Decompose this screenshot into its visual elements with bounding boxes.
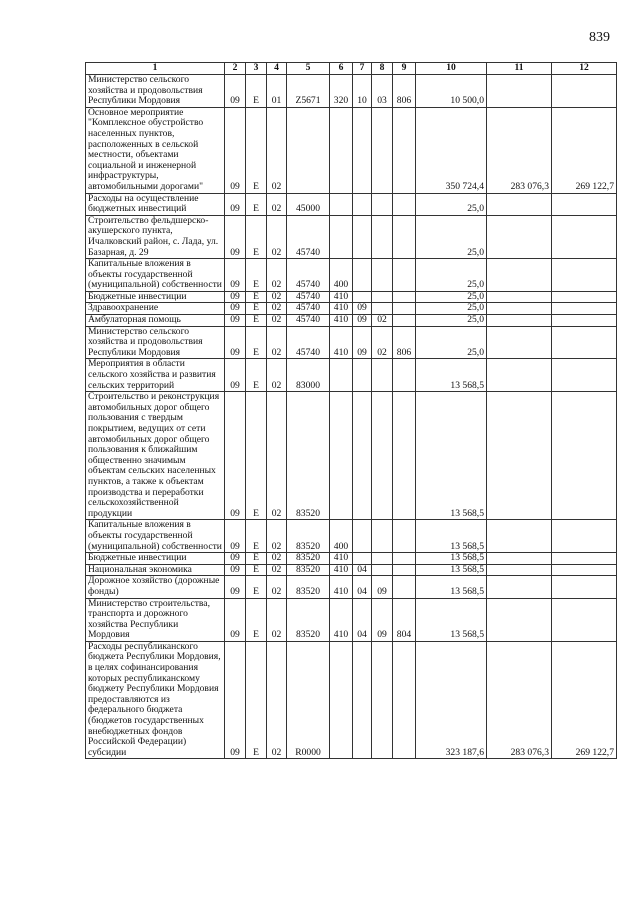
cell-c3: Е [246,641,267,759]
cell-c2: 09 [225,326,246,359]
cell-c7 [353,107,372,193]
cell-c4: 02 [267,303,287,315]
cell-c10: 25,0 [416,326,487,359]
row-name-cell: Мероприятия в области сельского хозяйства и развития сельских территорий [86,359,225,392]
cell-c9 [393,259,416,292]
cell-c5: 45740 [287,291,330,303]
cell-c10: 13 568,5 [416,576,487,598]
cell-c2: 09 [225,193,246,215]
cell-c9 [393,107,416,193]
cell-c7: 04 [353,576,372,598]
cell-c3: Е [246,75,267,108]
table-row [86,359,617,392]
cell-c11 [487,259,552,292]
cell-c2: 09 [225,598,246,641]
cell-c6: 410 [330,291,353,303]
cell-c6: 400 [330,520,353,553]
cell-c4: 02 [267,598,287,641]
cell-c4: 02 [267,520,287,553]
cell-c12 [552,553,617,565]
cell-c9 [393,291,416,303]
cell-c12 [552,576,617,598]
column-header: 5 [287,63,330,75]
cell-c12 [552,359,617,392]
cell-c7: 04 [353,564,372,576]
table-row [86,564,617,576]
cell-c2: 09 [225,520,246,553]
table-row [86,75,617,108]
cell-c2: 09 [225,564,246,576]
cell-c8 [372,303,393,315]
table-header [86,63,617,75]
cell-c12 [552,315,617,327]
cell-c6 [330,641,353,759]
cell-c11 [487,193,552,215]
cell-c7 [353,392,372,520]
cell-c12 [552,259,617,292]
cell-c3: Е [246,291,267,303]
table-row [86,193,617,215]
cell-c4: 02 [267,641,287,759]
row-name-cell: Национальная экономика [86,564,225,576]
cell-c5: 83520 [287,598,330,641]
cell-c5 [287,107,330,193]
cell-c6: 410 [330,576,353,598]
cell-c11 [487,576,552,598]
cell-c8 [372,553,393,565]
cell-c11 [487,215,552,258]
cell-c9 [393,641,416,759]
cell-c6 [330,107,353,193]
cell-c10: 350 724,4 [416,107,487,193]
cell-c3: Е [246,259,267,292]
cell-c11 [487,303,552,315]
cell-c8 [372,259,393,292]
cell-c2: 09 [225,315,246,327]
cell-c3: Е [246,303,267,315]
cell-c3: Е [246,215,267,258]
cell-c7 [353,193,372,215]
cell-c6: 400 [330,259,353,292]
header-row [86,63,617,75]
cell-c7 [353,359,372,392]
column-header: 3 [246,63,267,75]
row-name-cell: Амбулаторная помощь [86,315,225,327]
cell-c3: Е [246,359,267,392]
cell-c9 [393,564,416,576]
cell-c7 [353,641,372,759]
cell-c2: 09 [225,75,246,108]
cell-c2: 09 [225,359,246,392]
cell-c9 [393,303,416,315]
cell-c5: 45740 [287,259,330,292]
cell-c5: R0000 [287,641,330,759]
column-header: 9 [393,63,416,75]
cell-c10: 25,0 [416,193,487,215]
cell-c11 [487,520,552,553]
cell-c5: 45000 [287,193,330,215]
cell-c11: 283 076,3 [487,641,552,759]
cell-c8 [372,564,393,576]
row-name-cell: Строительство фельдшерско-акушерского пункта, Ичалковский район, с. Лада, ул. Базарная, д. 29 [86,215,225,258]
row-name-cell: Здравоохранение [86,303,225,315]
table-row [86,392,617,520]
cell-c8: 09 [372,576,393,598]
cell-c4: 02 [267,392,287,520]
cell-c10: 13 568,5 [416,564,487,576]
cell-c4: 02 [267,326,287,359]
row-name-cell: Основное мероприятие "Комплексное обустройство населенных пунктов, расположенных в сельской местности, объектами социальной и инженерной инфраструктуры, автомобильными дорогами" [86,107,225,193]
cell-c9 [393,520,416,553]
cell-c8 [372,291,393,303]
table-row [86,326,617,359]
cell-c3: Е [246,315,267,327]
cell-c7: 04 [353,598,372,641]
cell-c7: 10 [353,75,372,108]
cell-c9 [393,193,416,215]
cell-c12 [552,520,617,553]
cell-c2: 09 [225,576,246,598]
column-header: 10 [416,63,487,75]
cell-c6 [330,215,353,258]
cell-c9 [393,215,416,258]
cell-c11 [487,392,552,520]
cell-c3: Е [246,326,267,359]
cell-c12 [552,193,617,215]
cell-c12 [552,392,617,520]
cell-c7 [353,259,372,292]
cell-c6 [330,193,353,215]
cell-c4: 02 [267,259,287,292]
cell-c4: 02 [267,315,287,327]
cell-c10: 25,0 [416,259,487,292]
cell-c5: Z5671 [287,75,330,108]
row-name-cell: Капитальные вложения в объекты государственной (муниципальной) собственности [86,259,225,292]
cell-c7 [353,553,372,565]
cell-c8: 03 [372,75,393,108]
cell-c12 [552,291,617,303]
cell-c11 [487,598,552,641]
cell-c2: 09 [225,303,246,315]
cell-c5: 45740 [287,315,330,327]
cell-c12 [552,215,617,258]
cell-c9: 806 [393,326,416,359]
cell-c11 [487,359,552,392]
cell-c8: 02 [372,326,393,359]
table-row [86,315,617,327]
cell-c8 [372,215,393,258]
cell-c11: 283 076,3 [487,107,552,193]
cell-c3: Е [246,193,267,215]
cell-c8 [372,193,393,215]
cell-c10: 13 568,5 [416,359,487,392]
cell-c4: 02 [267,576,287,598]
cell-c5: 83520 [287,576,330,598]
cell-c9 [393,359,416,392]
cell-c3: Е [246,392,267,520]
cell-c12 [552,564,617,576]
cell-c9: 806 [393,75,416,108]
cell-c4: 02 [267,291,287,303]
cell-c10: 25,0 [416,315,487,327]
row-name-cell: Бюджетные инвестиции [86,291,225,303]
row-name-cell: Капитальные вложения в объекты государственной (муниципальной) собственности [86,520,225,553]
cell-c11 [487,315,552,327]
cell-c4: 02 [267,564,287,576]
cell-c9 [393,315,416,327]
table-body [86,75,617,759]
cell-c9 [393,392,416,520]
cell-c5: 83520 [287,392,330,520]
cell-c2: 09 [225,553,246,565]
table-row [86,553,617,565]
cell-c5: 45740 [287,215,330,258]
cell-c7 [353,291,372,303]
cell-c3: Е [246,598,267,641]
cell-c6: 410 [330,553,353,565]
cell-c4: 02 [267,215,287,258]
cell-c6: 320 [330,75,353,108]
cell-c2: 09 [225,641,246,759]
cell-c4: 02 [267,107,287,193]
cell-c5: 83520 [287,564,330,576]
cell-c8: 09 [372,598,393,641]
cell-c3: Е [246,107,267,193]
row-name-cell: Министерство сельского хозяйства и продовольствия Республики Мордовия [86,326,225,359]
cell-c7 [353,215,372,258]
cell-c8: 02 [372,315,393,327]
cell-c10: 323 187,6 [416,641,487,759]
row-name-cell: Расходы республиканского бюджета Республики Мордовия, в целях софинансирования которых республиканскому бюджету Республики Мордовия предоставляются из федерального бюджета (бюджетов государственных внебюджетных фондов Российской Федерации) субсидии [86,641,225,759]
column-header: 7 [353,63,372,75]
cell-c6: 410 [330,303,353,315]
cell-c7: 09 [353,303,372,315]
cell-c11 [487,564,552,576]
cell-c2: 09 [225,392,246,520]
cell-c4: 02 [267,359,287,392]
cell-c10: 10 500,0 [416,75,487,108]
cell-c10: 13 568,5 [416,520,487,553]
column-header: 6 [330,63,353,75]
cell-c10: 25,0 [416,303,487,315]
cell-c11 [487,326,552,359]
cell-c3: Е [246,564,267,576]
cell-c11 [487,291,552,303]
column-header: 2 [225,63,246,75]
cell-c4: 02 [267,553,287,565]
cell-c8 [372,359,393,392]
cell-c12 [552,598,617,641]
cell-c10: 13 568,5 [416,553,487,565]
cell-c6 [330,359,353,392]
cell-c6: 410 [330,326,353,359]
cell-c11 [487,553,552,565]
cell-c6 [330,392,353,520]
cell-c10: 25,0 [416,291,487,303]
cell-c12 [552,75,617,108]
cell-c7: 09 [353,315,372,327]
cell-c3: Е [246,520,267,553]
row-name-cell: Бюджетные инвестиции [86,553,225,565]
cell-c2: 09 [225,291,246,303]
cell-c8 [372,107,393,193]
cell-c2: 09 [225,107,246,193]
table-row [86,215,617,258]
table-row [86,641,617,759]
row-name-cell: Министерство сельского хозяйства и продовольствия Республики Мордовия [86,75,225,108]
row-name-cell: Строительство и реконструкция автомобильных дорог общего пользования с твердым покрытием, ведущих от сети автомобильных дорог общего пользования к ближайшим общественно значимым объектам сельских населенных пунктов, а также к объектам производства и переработки сельскохозяйственной продукции [86,392,225,520]
cell-c9 [393,553,416,565]
cell-c10: 13 568,5 [416,598,487,641]
table-row [86,303,617,315]
cell-c4: 02 [267,193,287,215]
table-row [86,107,617,193]
cell-c8 [372,392,393,520]
cell-c7 [353,520,372,553]
table-row [86,598,617,641]
table-row [86,259,617,292]
cell-c6: 410 [330,564,353,576]
cell-c5: 45740 [287,303,330,315]
cell-c12: 269 122,7 [552,641,617,759]
cell-c7: 09 [353,326,372,359]
cell-c8 [372,641,393,759]
row-name-cell: Расходы на осуществление бюджетных инвестиций [86,193,225,215]
page-number: 839 [589,30,610,45]
cell-c6: 410 [330,315,353,327]
cell-c9: 804 [393,598,416,641]
cell-c12: 269 122,7 [552,107,617,193]
column-header: 12 [552,63,617,75]
budget-table [85,62,617,759]
column-header: 8 [372,63,393,75]
row-name-cell: Министерство строительства, транспорта и дорожного хозяйства Республики Мордовия [86,598,225,641]
cell-c12 [552,303,617,315]
column-header: 1 [86,63,225,75]
cell-c4: 01 [267,75,287,108]
cell-c10: 13 568,5 [416,392,487,520]
cell-c10: 25,0 [416,215,487,258]
column-header: 4 [267,63,287,75]
table-row [86,520,617,553]
cell-c9 [393,576,416,598]
cell-c5: 83520 [287,520,330,553]
cell-c5: 45740 [287,326,330,359]
cell-c6: 410 [330,598,353,641]
cell-c12 [552,326,617,359]
cell-c2: 09 [225,259,246,292]
cell-c5: 83000 [287,359,330,392]
cell-c3: Е [246,553,267,565]
table-row [86,291,617,303]
cell-c11 [487,75,552,108]
cell-c2: 09 [225,215,246,258]
row-name-cell: Дорожное хозяйство (дорожные фонды) [86,576,225,598]
table-row [86,576,617,598]
cell-c3: Е [246,576,267,598]
column-header: 11 [487,63,552,75]
cell-c8 [372,520,393,553]
cell-c5: 83520 [287,553,330,565]
